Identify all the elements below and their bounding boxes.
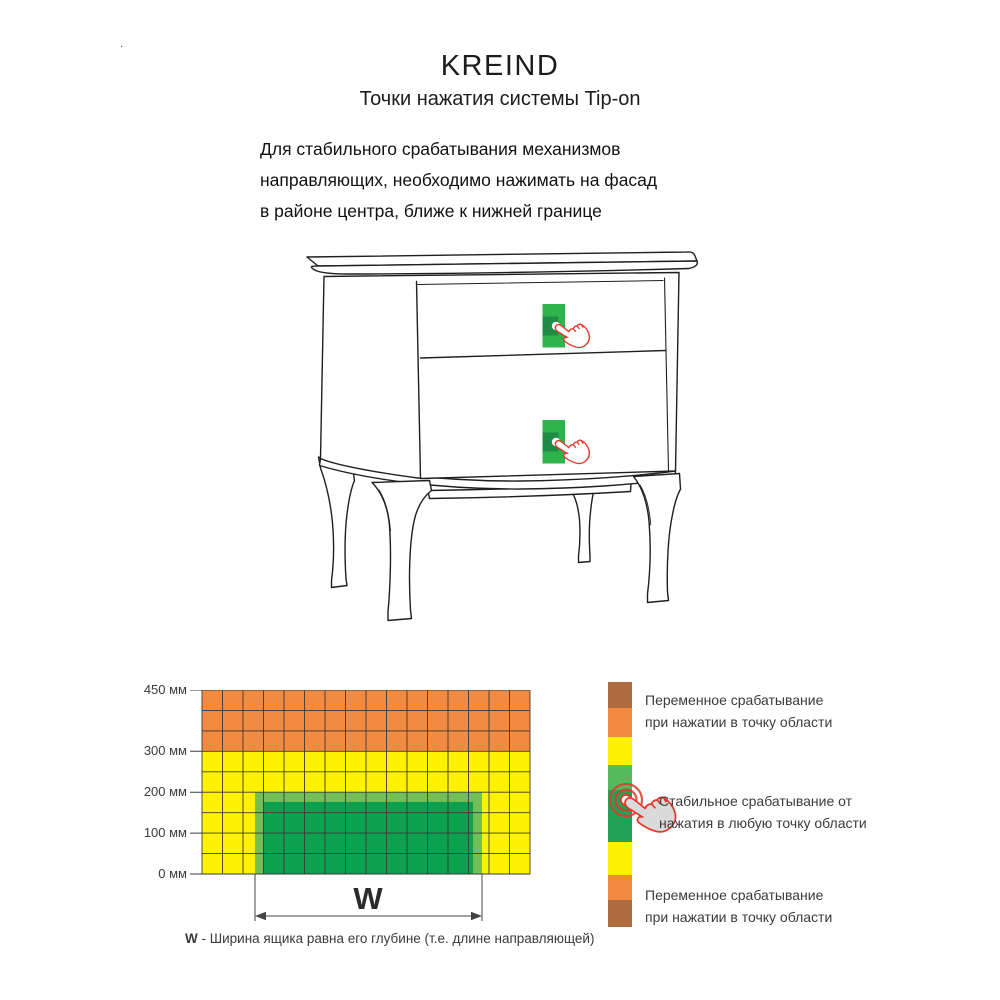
description-line-2: направляющих, необходимо нажимать на фасад [260, 170, 658, 190]
nightstand-front-left-leg [372, 481, 432, 621]
axis-label-0: 0 мм [158, 866, 187, 881]
legend-seg-brown-top [608, 682, 632, 708]
w-label: W [353, 881, 383, 916]
description-text [260, 134, 657, 227]
axis-tick-marks [190, 690, 202, 874]
nightstand-back-right-leg [572, 492, 594, 563]
page-subtitle: Точки нажатия системы Tip-on [359, 88, 641, 110]
nightstand-front-right-leg [634, 474, 681, 603]
axis-label-100: 100 мм [143, 825, 187, 840]
legend-line: Переменное срабатывание [645, 887, 824, 903]
legend-seg-yellow-top [608, 737, 632, 765]
brand-title: KREIND [440, 50, 560, 82]
press-zone-grid [188, 690, 535, 935]
w-note [185, 931, 594, 946]
legend-item-variable-bottom [645, 884, 832, 928]
legend-line: при нажатии в точку области [645, 714, 833, 730]
nightstand-back-left-leg [319, 457, 355, 588]
legend-seg-brown-bottom [608, 900, 632, 927]
legend-line: Стабильное срабатывание от [659, 793, 853, 809]
nightstand-drawing [270, 240, 730, 640]
legend-line: нажатия в любую точку области [659, 815, 867, 831]
w-arrowhead-left [255, 912, 266, 920]
legend-seg-orange-bottom [608, 875, 632, 900]
w-arrowhead-right [471, 912, 482, 920]
axis-label-200: 200 мм [143, 784, 187, 799]
legend-item-variable-top [645, 689, 832, 733]
w-note-symbol: W [185, 931, 198, 946]
description-line-3: в районе центра, ближе к нижней границе [260, 201, 602, 221]
nightstand-body [321, 273, 680, 479]
axis-label-450: 450 мм [143, 682, 187, 697]
description-line-1: Для стабильного срабатывания механизмов [260, 139, 621, 159]
legend-line: Переменное срабатывание [645, 692, 824, 708]
w-note-text: - Ширина ящика равна его глубине (т.е. длине направляющей) [197, 931, 595, 946]
legend-line: при нажатии в точку области [645, 909, 833, 925]
legend-item-stable [659, 790, 867, 834]
legend-seg-orange-top [608, 708, 632, 737]
stray-dot: . [120, 36, 124, 50]
axis-label-300: 300 мм [143, 743, 187, 758]
